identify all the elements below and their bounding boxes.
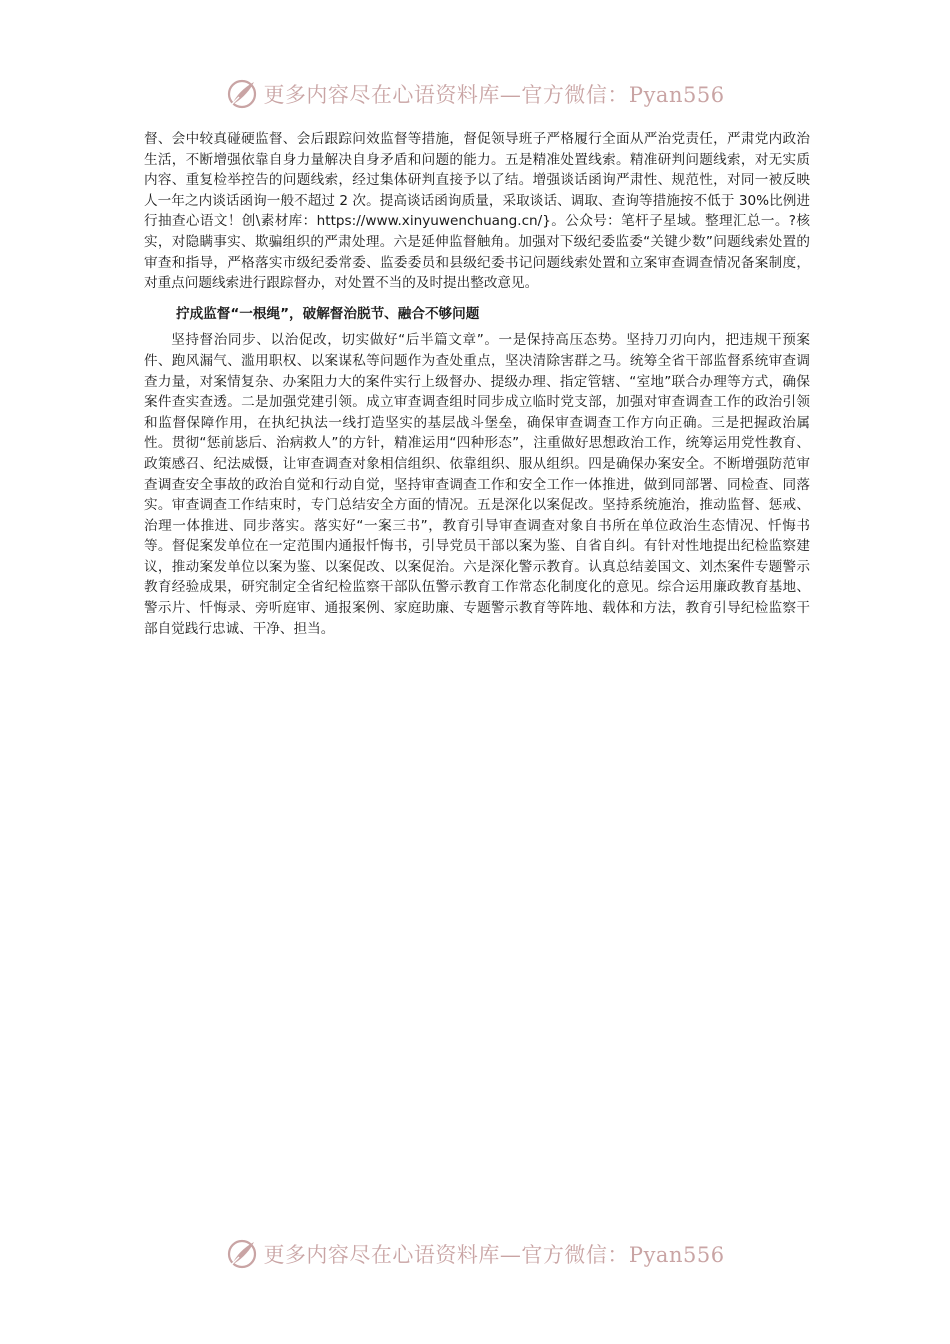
- watermark-text: 更多内容尽在心语资料库—官方微信：Pyan556: [263, 1243, 725, 1267]
- watermark-text: 更多内容尽在心语资料库—官方微信：Pyan556: [263, 83, 725, 107]
- body-paragraph: 督、会中较真碰硬监督、会后跟踪问效监督等措施，督促领导班子严格履行全面从严治党责任，严肃党内政治生活，不断增强依靠自身力量解决自身矛盾和问题的能力。五是精准处置线索。精准研判问题线索，对无实质内容、重复检举控告的问题线索，经过集体研判直接予以了结。增强谈话函询严肃性、规范性，对同一被反映人一年之内谈话函询一般不超过 2 次。提高谈话函询质量，采取谈话、调取、查询等措施按不低于 30%比例进行抽查心语文！创\素材库：https://www.xinyuwenchuang.cn/}。公众号：笔杆子星域。整理汇总一。?核实，对隐瞒事实、欺骗组织的严肃处理。六是延伸监督触角。加强对下级纪委监委“关键少数”问题线索处置的审查和指导，严格落实市级纪委常委、监委委员和县级纪委书记问题线索处置和立案审查调查情况备案制度，对重点问题线索进行跟踪督办，对处置不当的及时提出整改意见。: [144, 131, 810, 292]
- feather-pen-logo-icon: [225, 1237, 259, 1271]
- body-paragraph: 坚持督治同步、以治促改，切实做好“后半篇文章”。一是保持高压态势。坚持刀刃向内，把违规干预案件、跑风漏气、滥用职权、以案谋私等问题作为查处重点，坚决清除害群之马。统筹全省干部监督系统审查调查力量，对案情复杂、办案阻力大的案件实行上级督办、提级办理、指定管辖、“室地”联合办理等方式，确保案件查实查透。二是加强党建引领。成立审查调查组时同步成立临时党支部，加强对审查调查工作的政治引领和监督保障作用，在执纪执法一线打造坚实的基层战斗堡垒，确保审查调查工作方向正确。三是把握政治属性。贯彻“惩前毖后、治病救人”的方针，精准运用“四种形态”，注重做好思想政治工作，统筹运用党性教育、政策感召、纪法威慑，让审查调查对象相信组织、依靠组织、服从组织。四是确保办案安全。不断增强防范审查调查安全事故的政治自觉和行动自觉，坚持审查调查工作和安全工作一体推进，做到同部署、同检查、同落实。审查调查工作结束时，专门总结安全方面的情况。五是深化以案促改。坚持系统施治，推动监督、惩戒、治理一体推进、同步落实。落实好“一案三书”，教育引导审查调查对象自书所在单位政治生态情况、忏悔书等。督促案发单位在一定范围内通报忏悔书，引导党员干部以案为鉴、自省自纠。有针对性地提出纪检监察建议，推动案发单位以案为鉴、以案促改、以案促治。六是深化警示教育。认真总结姜国文、刘杰案件专题警示教育经验成果，研究制定全省纪检监察干部队伍警示教育工作常态化制度化的意见。综合运用廉政教育基地、警示片、忏悔录、旁听庭审、通报案例、家庭助廉、专题警示教育等阵地、载体和方法，教育引导纪检监察干部自觉践行忠诚、干净、担当。: [144, 332, 810, 637]
- section-heading: 拧成监督“一根绳”，破解督治脱节、融合不够问题: [176, 305, 480, 322]
- feather-pen-logo-icon: [225, 77, 259, 111]
- footer-watermark-banner: [0, 1234, 950, 1274]
- document-body: [144, 129, 810, 639]
- header-watermark-banner: [0, 74, 950, 114]
